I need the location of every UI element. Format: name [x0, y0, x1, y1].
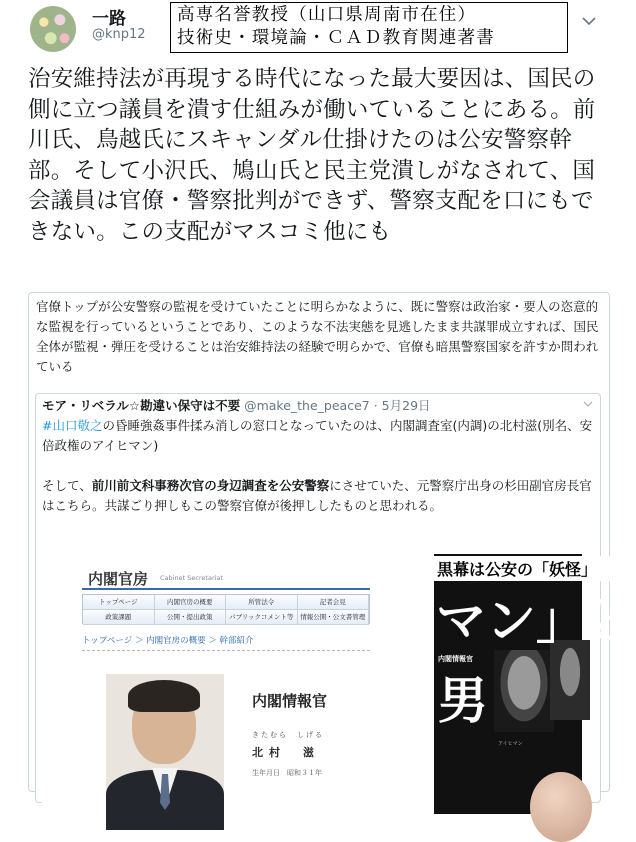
quoted-handle[interactable]: @make_the_peace7 [244, 398, 370, 413]
quoted-image[interactable] [42, 554, 636, 814]
site-name: 北村 滋 [252, 746, 320, 759]
collage-big-text-2: 男 [438, 672, 488, 730]
user-handle[interactable]: @knp12 [92, 27, 146, 42]
site-kana: きたむら しげる [252, 731, 324, 739]
chevron-down-icon[interactable] [580, 12, 598, 30]
tweet-header [0, 0, 621, 56]
site-nav-item: パブリックコメント等 [226, 610, 298, 625]
site-title: 内閣官房 [88, 570, 149, 588]
embedded-card[interactable] [28, 292, 636, 792]
chevron-down-icon[interactable] [582, 398, 594, 410]
collage-headline: 黒幕は公安の「妖怪」 [434, 556, 614, 581]
tweet-text: 治安維持法が再現する時代になった最大要因は、国民の側に立つ議員を潰す仕組みが働いていることにある。前川氏、鳥越氏にスキャンダル仕掛けたのは公安警察幹部。そして小沢氏、鳩山氏と民主党潰しがなされて、国会議員は官僚・警察批判ができず、警察支配を口にもできない。この支配がマスコミ他にも [28, 66, 596, 245]
quoted-paragraph-1: #山口敬之の昏睡強姦事件揉み消しの窓口となっていたのは、内閣調査室(内調)の北村滋(別名、安倍政権のアイヒマン) [42, 418, 593, 453]
site-nav-item: 公開・提出政策 [155, 610, 227, 625]
quoted-paragraph-2: そして、前川前文科事務次官の身辺調査を公安警察にさせていた、元警察庁出身の杉田副官房長官はこちら。共謀ごり押しもこの警察官僚が後押ししたものと思われる。 [42, 478, 592, 513]
avatar[interactable] [30, 6, 76, 52]
site-nav-item: 記者会見 [298, 595, 370, 610]
display-name[interactable]: 一路 [92, 9, 126, 29]
bio-overlay [170, 2, 568, 53]
bio-line-1: 高専名誉教授（山口県周南市在住） [177, 5, 477, 25]
site-role: 内閣情報官 [252, 692, 328, 710]
site-subtitle: Cabinet Secretariat [160, 574, 223, 582]
quoted-date[interactable]: 5月29日 [381, 398, 431, 413]
collage-small-text: 内閣情報官 [438, 655, 473, 663]
quoted-tweet-header: モア・リベラル☆勘違い保守は不要 @make_the_peace7 · 5月29日 [42, 398, 431, 413]
site-nav [82, 594, 370, 624]
quoted-tweet[interactable] [35, 393, 636, 803]
official-portrait [106, 674, 224, 824]
collage-caption: アイヒマン [498, 741, 523, 747]
site-nav-item: 政策課題 [83, 610, 155, 625]
site-nav-item: 内閣官房の概要 [155, 595, 227, 610]
bio-line-2: 技術史・環境論・ＣＡＤ教育関連著書 [177, 28, 495, 48]
hashtag-link[interactable]: #山口敬之 [42, 418, 103, 433]
magazine-collage [434, 554, 636, 814]
site-nav-item: 所管法令 [226, 595, 298, 610]
quoted-display-name[interactable]: モア・リベラル☆勘違い保守は不要 [42, 398, 241, 413]
site-birth: 生年月日 昭和３１年 [252, 769, 322, 777]
site-nav-item: トップページ [83, 595, 155, 610]
site-breadcrumb: トップページ ＞ 内閣官房の概要 ＞ 幹部紹介 [82, 636, 254, 646]
site-nav-item: 情報公開・公文書管理 [298, 610, 370, 625]
cabinet-site-screenshot [42, 554, 370, 814]
card-text: 官僚トップが公安警察の監視を受けていたことに明らかなように、既に警察は政治家・要人の恣意的な監視を行っているということであり、このような不法実態を見逃したまま共謀罪成立すれば、国民全体が監視・弾圧を受けることは治安維持法の経験で明らかで、官僚も暗黒警察国家を許すか問われている [36, 299, 599, 374]
collage-big-text: マン」と [436, 592, 636, 650]
quoted-tweet-body [42, 416, 594, 516]
